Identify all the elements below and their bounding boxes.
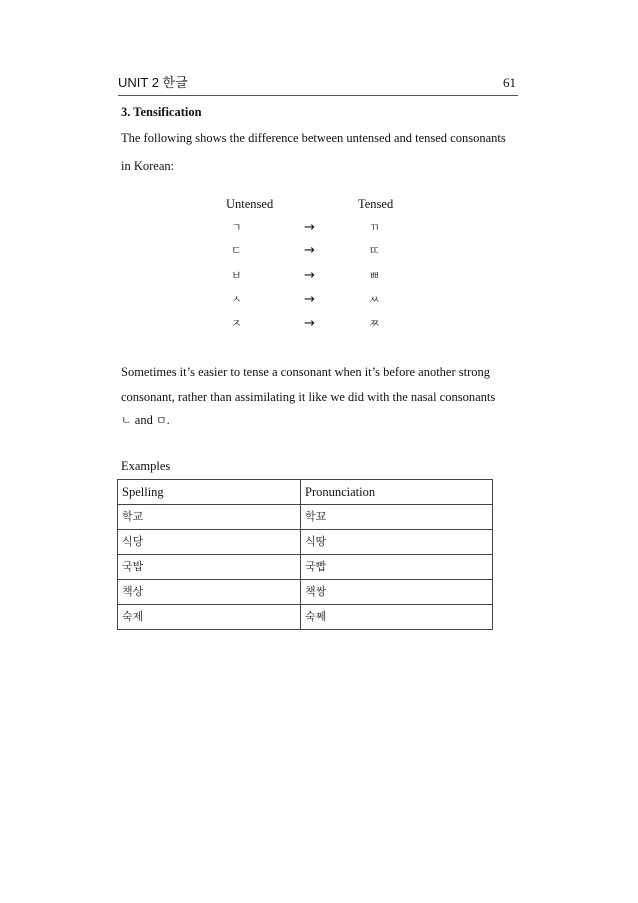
paragraph-line-3 xyxy=(121,412,170,429)
right-arrow-icon: → xyxy=(304,243,315,258)
tensed-heading: Tensed xyxy=(358,197,394,211)
table-row xyxy=(118,580,493,605)
page-number: 61 xyxy=(503,75,516,90)
spelling-cell: 책상 xyxy=(118,580,301,605)
page-header xyxy=(118,75,518,96)
spelling-cell: 식당 xyxy=(118,530,301,555)
right-arrow-icon: → xyxy=(304,292,315,307)
table-row xyxy=(118,530,493,555)
tensed-consonant: ㅆ xyxy=(369,293,380,306)
pronunciation-cell: 책쌍 xyxy=(301,580,493,605)
untensed-consonant: ㅈ xyxy=(231,317,242,330)
pronunciation-cell: 식땅 xyxy=(301,530,493,555)
table-row xyxy=(118,505,493,530)
consonant-pair xyxy=(0,316,638,338)
intro-line-1: The following shows the difference between untensed and tensed consonants xyxy=(121,131,506,145)
examples-table xyxy=(117,479,493,630)
header-pronunciation: Pronunciation xyxy=(301,480,493,505)
right-arrow-icon: → xyxy=(304,268,315,283)
table-row xyxy=(118,555,493,580)
unit-title: UNIT 2 한글 xyxy=(118,75,188,90)
right-arrow-icon: → xyxy=(304,316,315,331)
untensed-consonant: ㅅ xyxy=(231,293,242,306)
untensed-heading: Untensed xyxy=(226,197,274,211)
tensed-consonant: ㄲ xyxy=(369,221,380,234)
paragraph-text: . xyxy=(166,413,170,427)
tensed-consonant: ㅃ xyxy=(369,269,380,282)
pronunciation-cell: 숙쩨 xyxy=(301,605,493,630)
header-spelling: Spelling xyxy=(118,480,301,505)
examples-label: Examples xyxy=(121,459,171,473)
spelling-cell: 숙제 xyxy=(118,605,301,630)
spelling-cell: 국밥 xyxy=(118,555,301,580)
consonant-pair xyxy=(0,243,638,265)
table-header-row xyxy=(118,480,493,505)
pronunciation-cell: 학꾜 xyxy=(301,505,493,530)
nasal-consonant: ㄴ xyxy=(121,414,132,427)
untensed-consonant: ㅂ xyxy=(231,269,242,282)
nasal-consonant: ㅁ xyxy=(155,414,167,427)
spelling-cell: 학교 xyxy=(118,505,301,530)
consonant-pair xyxy=(0,268,638,290)
paragraph-line-1: Sometimes it’s easier to tense a consonant when it’s before another strong xyxy=(121,365,491,379)
intro-line-2: in Korean: xyxy=(121,159,175,173)
untensed-consonant: ㄱ xyxy=(231,221,242,234)
right-arrow-icon: → xyxy=(304,220,315,235)
consonant-pair xyxy=(0,292,638,314)
table-row xyxy=(118,605,493,630)
consonant-pair xyxy=(0,220,638,242)
paragraph-line-2: consonant, rather than assimilating it like we did with the nasal consonants xyxy=(121,390,496,404)
tensed-consonant: ㅉ xyxy=(369,317,380,330)
section-title: 3. Tensification xyxy=(121,105,202,119)
pronunciation-cell: 국빱 xyxy=(301,555,493,580)
tensed-consonant: ㄸ xyxy=(369,244,380,257)
paragraph-text: and xyxy=(131,413,156,427)
untensed-consonant: ㄷ xyxy=(231,244,242,257)
